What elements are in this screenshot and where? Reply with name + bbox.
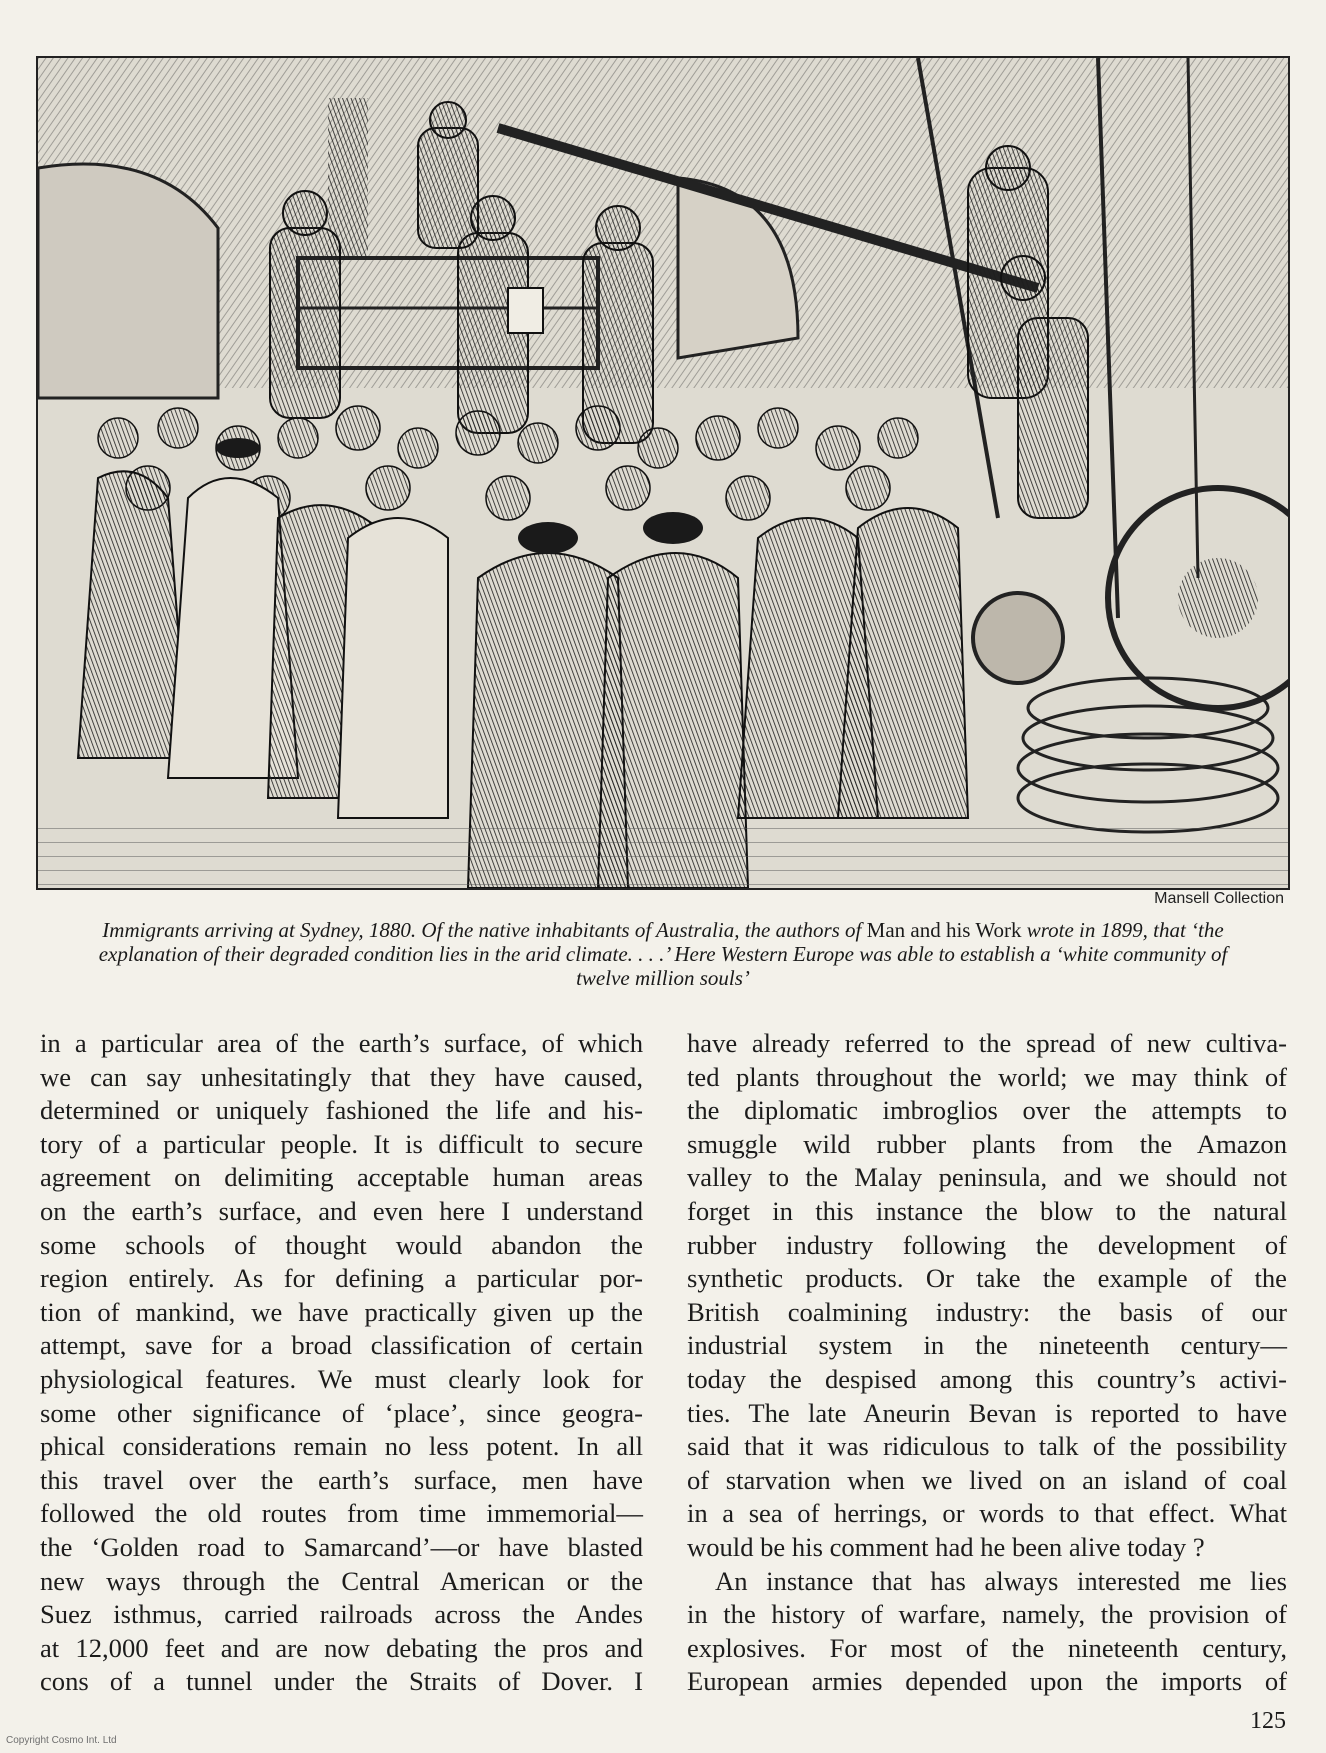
text-line: phical considerations remain no less potent. In all bbox=[40, 1431, 643, 1462]
copyright-notice: Copyright Cosmo Int. Ltd bbox=[6, 1735, 117, 1746]
text-line: British coalmining industry: the basis of our bbox=[687, 1296, 1287, 1327]
text-line: this travel over the earth’s surface, men have bbox=[40, 1464, 643, 1495]
text-line: ted plants throughout the world; we may think of bbox=[687, 1061, 1287, 1092]
photo-credit: Mansell Collection bbox=[1154, 890, 1284, 907]
text-line: at 12,000 feet and are now debating the pros and bbox=[40, 1632, 643, 1663]
text-line: in a sea of herrings, or words to that effect. What bbox=[687, 1498, 1287, 1529]
text-line: determined or uniquely fashioned the life and his- bbox=[40, 1095, 643, 1126]
text-line: the ‘Golden road to Samarcand’—or have blasted bbox=[40, 1531, 643, 1562]
text-line: would be his comment had he been alive today ? bbox=[687, 1531, 1205, 1562]
text-line: explosives. For most of the nineteenth century, bbox=[687, 1632, 1287, 1663]
page-number: 125 bbox=[1250, 1708, 1286, 1734]
right-text-column bbox=[687, 1027, 1287, 1699]
text-line: followed the old routes from time immemorial— bbox=[40, 1498, 643, 1529]
text-line: industrial system in the nineteenth century— bbox=[687, 1330, 1287, 1361]
text-line: some schools of thought would abandon the bbox=[40, 1229, 643, 1260]
text-line: in the history of warfare, namely, the provision of bbox=[687, 1599, 1287, 1630]
text-line: agreement on delimiting acceptable human areas bbox=[40, 1162, 643, 1193]
text-line: attempt, save for a broad classification of certain bbox=[40, 1330, 643, 1361]
text-line: physiological features. We must clearly look for bbox=[40, 1363, 643, 1394]
text-line: European armies depended upon the imports of bbox=[687, 1666, 1287, 1697]
text-line: the diplomatic imbroglios over the attempts to bbox=[687, 1095, 1287, 1126]
text-line: cons of a tunnel under the Straits of Dover. I bbox=[40, 1666, 643, 1697]
text-line: of starvation when we lived on an island of coal bbox=[687, 1464, 1287, 1495]
text-line: ties. The late Aneurin Bevan is reported to have bbox=[687, 1397, 1287, 1428]
text-line: on the earth’s surface, and even here I understand bbox=[40, 1195, 643, 1226]
text-line: in a particular area of the earth’s surface, of which bbox=[40, 1028, 643, 1058]
engraving-illustration bbox=[36, 56, 1290, 890]
text-line: said that it was ridiculous to talk of the possibility bbox=[687, 1431, 1287, 1462]
text-line: synthetic products. Or take the example of the bbox=[687, 1263, 1287, 1294]
caption-text-part2: wrote in 1899, that ‘the explanation of their degraded condition lies in the arid climate. . . .’ Here Western Europe was able to establish a ‘white community of twelve million souls’ bbox=[98, 918, 1228, 990]
text-line: An instance that has always interested me lies bbox=[715, 1565, 1287, 1596]
text-line: forget in this instance the blow to the natural bbox=[687, 1195, 1287, 1226]
text-line: some other significance of ‘place’, since geogra- bbox=[40, 1397, 643, 1428]
text-line: tion of mankind, we have practically given up the bbox=[40, 1296, 643, 1327]
text-line: new ways through the Central American or the bbox=[40, 1565, 643, 1596]
text-line: we can say unhesitatingly that they have caused, bbox=[40, 1061, 643, 1092]
left-text-column bbox=[40, 1027, 643, 1699]
text-line: tory of a particular people. It is difficult to secure bbox=[40, 1128, 643, 1159]
text-line: region entirely. As for defining a particular por- bbox=[40, 1263, 643, 1294]
engraving-image bbox=[38, 58, 1288, 888]
text-line: Suez isthmus, carried railroads across the Andes bbox=[40, 1599, 643, 1630]
text-line: today the despised among this country’s activi- bbox=[687, 1363, 1287, 1394]
text-line: valley to the Malay peninsula, and we should not bbox=[687, 1162, 1287, 1193]
text-line: have already referred to the spread of new cultiva- bbox=[687, 1028, 1287, 1058]
caption-book-title: Man and his Work bbox=[866, 918, 1022, 942]
text-line: rubber industry following the development of bbox=[687, 1229, 1287, 1260]
caption-text-part1: Immigrants arriving at Sydney, 1880. Of the native inhabitants of Australia, the authors of bbox=[102, 918, 867, 942]
text-line: smuggle wild rubber plants from the Amazon bbox=[687, 1128, 1287, 1159]
figure-caption bbox=[80, 918, 1246, 990]
